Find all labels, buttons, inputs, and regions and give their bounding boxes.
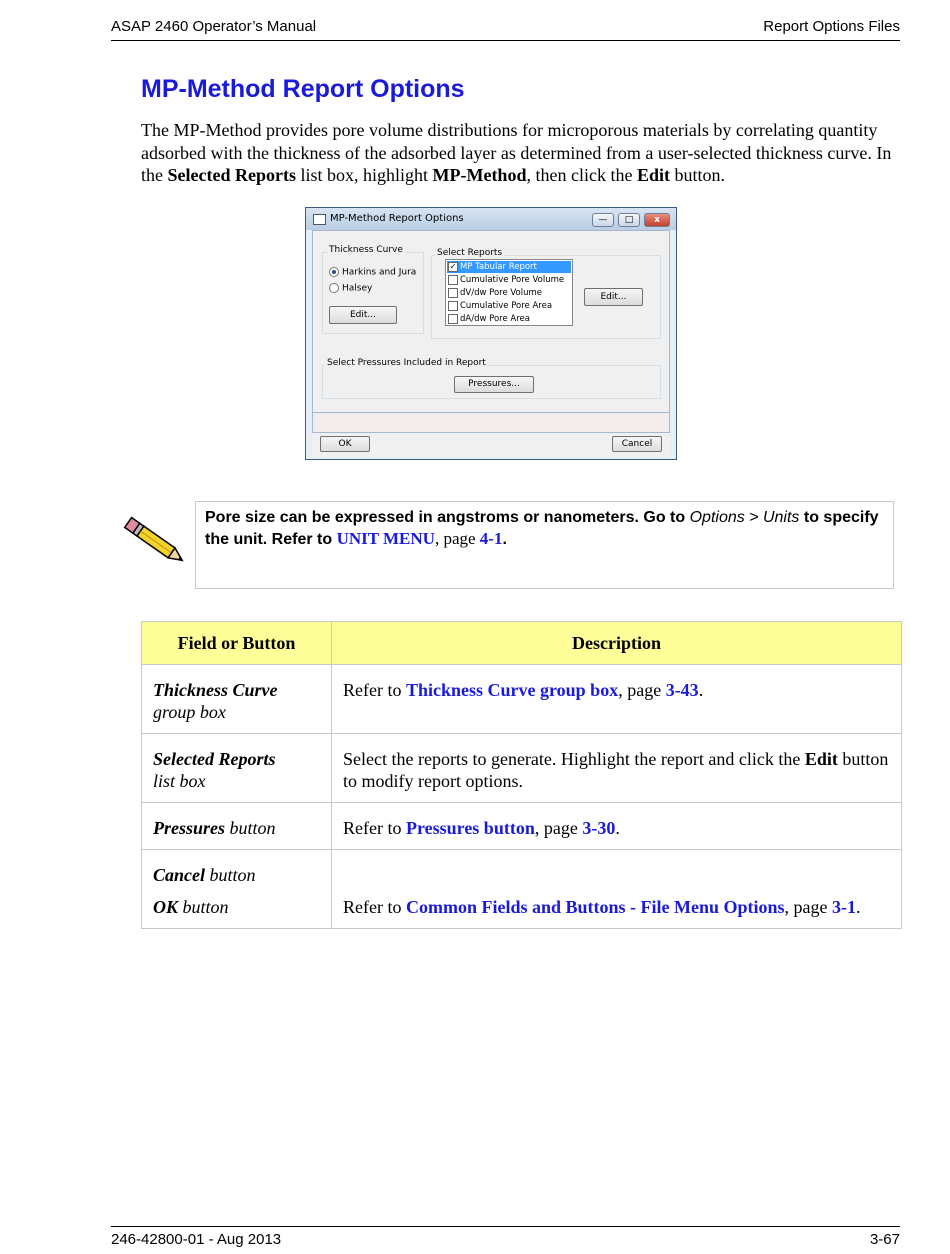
description-text: Select the reports to generate. Highlight the report and click the xyxy=(343,749,805,769)
description-cell xyxy=(332,803,902,850)
intro-text: , then click the xyxy=(526,165,637,185)
note-text-part: Pore size can be expressed in angstroms or nanometers. Go to xyxy=(205,509,690,526)
field-name: Pressures xyxy=(153,818,226,838)
field-type: button xyxy=(225,818,276,838)
description-text: button to modify report options. xyxy=(343,749,889,791)
ok-button[interactable]: OK xyxy=(320,436,370,452)
table-row xyxy=(142,734,902,803)
description-cell xyxy=(332,734,902,803)
checkbox-icon[interactable] xyxy=(448,314,458,324)
reports-list-box[interactable] xyxy=(445,259,573,326)
description-text: Refer to xyxy=(343,680,406,700)
report-list-item[interactable] xyxy=(447,274,571,286)
field-name: Thickness Curve xyxy=(153,680,278,700)
field-name: Cancel xyxy=(153,865,205,885)
table-header-row xyxy=(142,622,902,665)
description-cell xyxy=(332,850,902,929)
intro-paragraph xyxy=(141,119,906,187)
table-header-description: Description xyxy=(332,622,902,665)
window-icon xyxy=(313,214,326,225)
description-text: Refer to xyxy=(343,897,406,917)
common-fields-page-link[interactable]: 3-1 xyxy=(832,897,857,917)
report-item-label: dA/dw Pore Area xyxy=(460,314,530,324)
field-type: button xyxy=(178,897,229,917)
field-cell xyxy=(142,850,332,929)
table-row xyxy=(142,850,902,929)
header-manual-title: ASAP 2460 Operator’s Manual xyxy=(111,18,317,35)
radio-harkins-label: Harkins and Jura xyxy=(342,267,417,278)
report-list-item[interactable] xyxy=(447,313,571,325)
footer-doc-number: 246-42800-01 - Aug 2013 xyxy=(111,1231,282,1248)
thickness-curve-label: Thickness Curve xyxy=(329,245,403,255)
dialog-status-strip xyxy=(312,413,670,433)
unit-menu-page-link[interactable]: 4-1 xyxy=(479,529,503,548)
intro-text: list box, highlight xyxy=(295,165,433,185)
radio-selected-icon xyxy=(329,267,339,277)
intro-bold-mp-method: MP-Method xyxy=(432,165,527,185)
close-button[interactable]: x xyxy=(644,213,670,227)
table-row xyxy=(142,803,902,850)
report-item-label: Cumulative Pore Area xyxy=(460,301,553,311)
table-header-field: Field or Button xyxy=(142,622,332,665)
field-cell xyxy=(142,665,332,734)
field-type: list box xyxy=(153,771,206,791)
description-bold: Edit xyxy=(804,749,838,769)
field-type: group box xyxy=(153,702,226,722)
description-text: , page xyxy=(784,897,833,917)
page-footer xyxy=(111,1226,900,1253)
common-fields-link[interactable]: Common Fields and Buttons - File Menu Options xyxy=(405,897,785,917)
note-box xyxy=(195,501,894,589)
cancel-button[interactable]: Cancel xyxy=(612,436,662,452)
checkbox-icon[interactable] xyxy=(448,275,458,285)
report-item-label: MP Tabular Report xyxy=(460,262,537,272)
intro-text: In the xyxy=(141,142,892,185)
maximize-button[interactable]: □ xyxy=(618,213,640,227)
page-title: MP-Method Report Options xyxy=(141,75,465,103)
page-header xyxy=(111,18,900,41)
select-reports-label: Select Reports xyxy=(437,248,503,258)
description-text: Refer to xyxy=(343,818,406,838)
description-text: . xyxy=(615,818,620,838)
reports-edit-button[interactable]: Edit... xyxy=(584,288,643,306)
intro-bold-edit: Edit xyxy=(636,165,670,185)
report-list-item[interactable] xyxy=(447,300,571,312)
field-cell xyxy=(142,803,332,850)
description-text: , page xyxy=(534,818,583,838)
note-page-text: , page xyxy=(434,529,480,548)
minimize-button[interactable]: — xyxy=(592,213,614,227)
description-text: . xyxy=(698,680,704,700)
intro-line1: The MP-Method provides pore volume distributions for microporous materials by correlating quantity adsorbed with the thickness of the adsorbed layer as determined from a user-selected thickness curve. xyxy=(141,120,878,163)
note-text xyxy=(205,507,885,550)
field-name: Selected Reports xyxy=(153,749,276,769)
field-name: OK xyxy=(153,897,179,917)
thickness-curve-page-link[interactable]: 3-43 xyxy=(665,680,699,700)
pencil-icon xyxy=(120,512,192,572)
fields-table xyxy=(141,621,902,929)
dialog-title-bar[interactable] xyxy=(306,208,676,230)
radio-harkins-jura[interactable] xyxy=(329,267,416,278)
thickness-curve-link[interactable]: Thickness Curve group box xyxy=(405,680,619,700)
header-section-title: Report Options Files xyxy=(763,18,900,35)
checkbox-icon[interactable] xyxy=(448,301,458,311)
report-item-label: dV/dw Pore Volume xyxy=(460,288,542,298)
radio-unselected-icon xyxy=(329,283,339,293)
intro-bold-selected-reports: Selected Reports xyxy=(167,165,296,185)
pressures-group-label: Select Pressures Included in Report xyxy=(327,358,486,368)
report-list-item[interactable] xyxy=(447,261,571,273)
description-text: , page xyxy=(618,680,666,700)
description-cell xyxy=(332,665,902,734)
mp-method-dialog xyxy=(305,207,677,460)
report-list-item[interactable] xyxy=(447,287,571,299)
field-type: button xyxy=(205,865,256,885)
unit-menu-link[interactable]: UNIT MENU xyxy=(336,529,435,548)
note-menu-path: Options > Units xyxy=(689,509,800,526)
radio-halsey-label: Halsey xyxy=(342,283,373,294)
table-row xyxy=(142,665,902,734)
pressures-button[interactable]: Pressures... xyxy=(454,376,534,393)
checkbox-icon[interactable] xyxy=(448,288,458,298)
checkbox-checked-icon[interactable]: ✓ xyxy=(449,261,457,271)
note-text-part: to specify the unit. Refer to xyxy=(205,509,879,548)
dialog-title: MP-Method Report Options xyxy=(330,213,464,224)
report-item-label: Cumulative Pore Volume xyxy=(460,275,565,285)
note-text-part: . xyxy=(502,531,507,548)
thickness-edit-button[interactable]: Edit... xyxy=(329,306,397,324)
description-text: . xyxy=(856,897,861,917)
intro-text: button. xyxy=(669,165,725,185)
radio-halsey[interactable] xyxy=(329,283,372,294)
pressures-button-link[interactable]: Pressures button xyxy=(405,818,535,838)
footer-page-number: 3-67 xyxy=(869,1231,900,1248)
pressures-page-link[interactable]: 3-30 xyxy=(582,818,616,838)
dialog-client-area xyxy=(312,230,670,413)
field-cell xyxy=(142,734,332,803)
dialog-button-row xyxy=(312,433,670,457)
